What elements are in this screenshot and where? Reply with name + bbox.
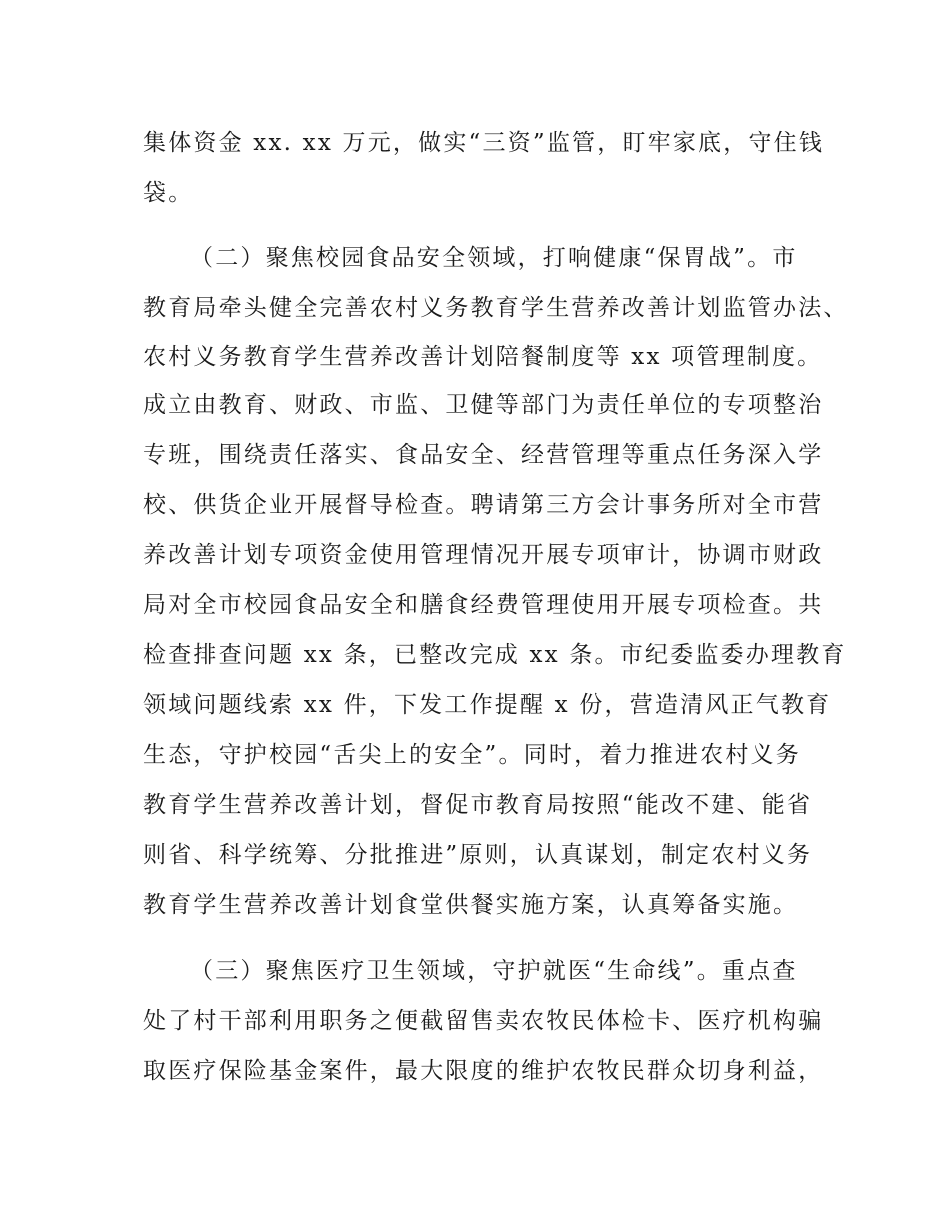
text-line: 则省、科学统筹、分批推进”原则，认真谋划，制定农村义务 (143, 842, 813, 868)
text-line: 专班，围绕责任落实、食品安全、经营管理等重点任务深入学 (143, 442, 824, 468)
section-heading-2: （二）聚焦校园食品安全领域，打响健康“保胃战”。市 (190, 245, 798, 271)
text-line: 生态，守护校园“舌尖上的安全”。同时，着力推进农村义务 (143, 742, 801, 768)
text-line: 袋。 (143, 180, 194, 206)
text-line: 局对全市校园食品安全和膳食经费管理使用开展专项检查。共 (143, 592, 824, 618)
text-line: 取医疗保险基金案件，最大限度的维护农牧民群众切身利益， (143, 1058, 824, 1084)
text-line: 成立由教育、财政、市监、卫健等部门为责任单位的专项整治 (143, 392, 824, 418)
text-line: 教育学生营养改善计划食堂供餐实施方案，认真筹备实施。 (143, 892, 799, 918)
text-line: 检查排查问题 xx 条，已整改完成 xx 条。市纪委监委办理教育 (143, 642, 847, 668)
text-line: 处了村干部利用职务之便截留售卖农牧民体检卡、医疗机构骗 (143, 1008, 824, 1034)
section-heading-3: （三）聚焦医疗卫生领域，守护就医“生命线”。重点查 (190, 958, 798, 984)
text-line: 养改善计划专项资金使用管理情况开展专项审计，协调市财政 (143, 542, 824, 568)
text-line: 教育学生营养改善计划，督促市教育局按照“能改不建、能省 (143, 792, 813, 818)
text-line: 校、供货企业开展督导检查。聘请第三方会计事务所对全市营 (143, 492, 824, 518)
text-line: 农村义务教育学生营养改善计划陪餐制度等 xx 项管理制度。 (143, 344, 823, 370)
text-line: 教育局牵头健全完善农村义务教育学生营养改善计划监管办法、 (143, 295, 849, 321)
text-line: 领域问题线索 xx 件，下发工作提醒 x 份，营造清风正气教育 (143, 692, 832, 718)
text-line: 集体资金 xx. xx 万元，做实“三资”监管，盯牢家底，守住钱 (143, 130, 825, 156)
